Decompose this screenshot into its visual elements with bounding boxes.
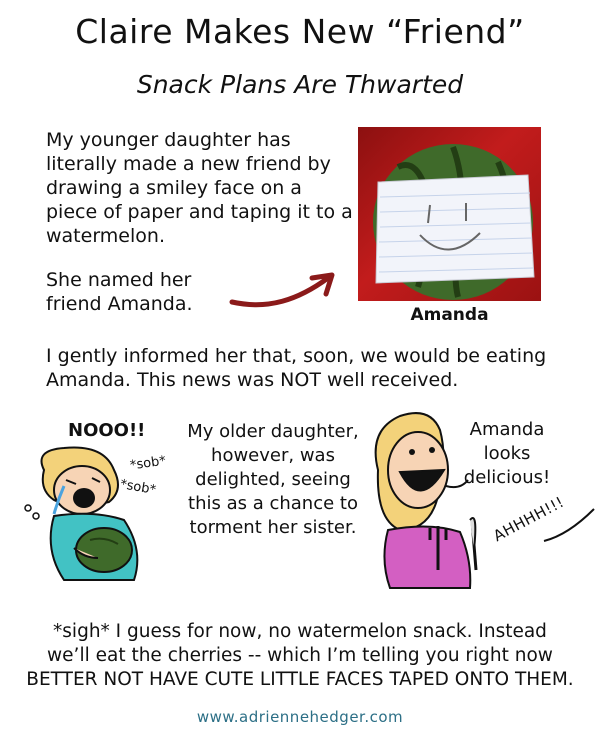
sob-text-1: *sob* <box>129 453 167 474</box>
closing-line-1: *sigh* I guess for now, no watermelon snack. Instead <box>53 621 547 642</box>
closing-text <box>0 620 600 692</box>
crying-girl-illustration <box>14 440 174 590</box>
story-paragraph-3: I gently informed her that, soon, we would be eating Amanda. This news was NOT well received. <box>46 345 547 391</box>
story-paragraph-2: She named her friend Amanda. <box>46 269 193 315</box>
comic-title: Claire Makes New “Friend” <box>75 12 525 51</box>
scream-line-icon <box>540 505 598 545</box>
watermelon-photo <box>358 127 541 301</box>
photo-caption: Amanda <box>410 305 489 325</box>
closing-line-2: we’ll eat the cherries -- which I’m telling you right now <box>47 645 553 666</box>
speech-bubble-text: Amanda looks delicious! <box>463 419 551 488</box>
crying-shout: NOOO!! <box>68 420 146 441</box>
website-link[interactable]: www.adriennehedger.com <box>196 708 404 726</box>
scream-text: AHHHH!!! <box>490 492 568 546</box>
older-daughter-text: My older daughter, however, was delighted, seeing this as a chance to torment her sister. <box>187 421 359 538</box>
arrow-icon <box>228 270 343 310</box>
story-paragraph-1: My younger daughter has literally made a new friend by drawing a smiley face on a piece of paper and taping it to a watermelon. <box>46 129 353 247</box>
watermelon-illustration <box>358 127 541 301</box>
sob-text-2: *sob* <box>118 476 158 499</box>
comic-subtitle: Snack Plans Are Thwarted <box>136 70 464 99</box>
closing-line-3: BETTER NOT HAVE CUTE LITTLE FACES TAPED ONTO THEM. <box>26 669 574 690</box>
